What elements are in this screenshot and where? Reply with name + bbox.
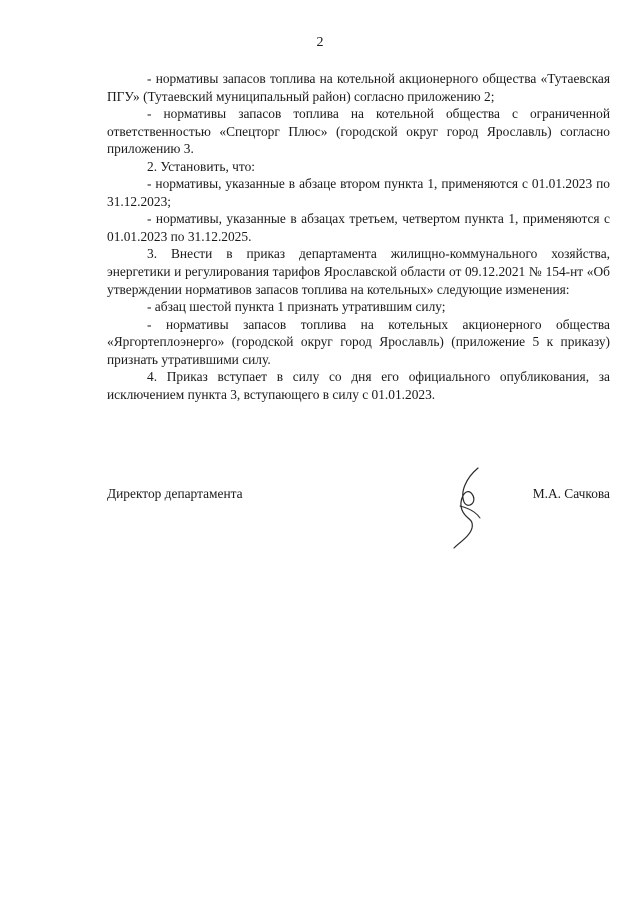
paragraph-item-2-first: - нормативы, указанные в абзаце втором пункта 1, применяются с 01.01.2023 по 31.12.2023;: [107, 176, 610, 209]
paragraph-item-2: 2. Установить, что:: [147, 158, 255, 174]
order-body: [107, 70, 610, 403]
paragraph-item-3-second: - нормативы запасов топлива на котельных акционерного общества «Яргортеплоэнерго» (городской округ город Ярославль) (приложение 5 к приказу) признать утратившими силу.: [107, 316, 610, 367]
signatory-name: М.А. Сачкова: [532, 486, 610, 501]
paragraph-item-3-first: - абзац шестой пункта 1 признать утратившим силу;: [147, 299, 446, 315]
signatory-title: Директор департамента: [107, 486, 243, 501]
paragraph-item-3: 3. Внести в приказ департамента жилищно-коммунального хозяйства, энергетики и регулирования тарифов Ярославской области от 09.12.2021 № 154-нт «Об утверждении нормативов запасов топлива на котельных» следующие изменения:: [107, 246, 610, 297]
paragraph-item-4: 4. Приказ вступает в силу со дня его официального опубликования, за исключением пункта 3, вступающего в силу с 01.01.2023.: [107, 369, 610, 402]
page-number: 2: [316, 35, 324, 50]
paragraph-norms-tutaev: - нормативы запасов топлива на котельной акционерного общества «Тутаевская ПГУ» (Тутаевский муниципальный район) согласно приложению 2;: [107, 71, 610, 104]
paragraph-item-2-second: - нормативы, указанные в абзацах третьем, четвертом пункта 1, применяются с 01.01.2023 по 31.12.2025.: [107, 211, 610, 244]
paragraph-norms-spectorg: - нормативы запасов топлива на котельной общества с ограниченной ответственностью «Спецторг Плюс» (городской округ город Ярославль) согласно приложению 3.: [107, 106, 610, 157]
handwritten-signature: [438, 462, 498, 552]
